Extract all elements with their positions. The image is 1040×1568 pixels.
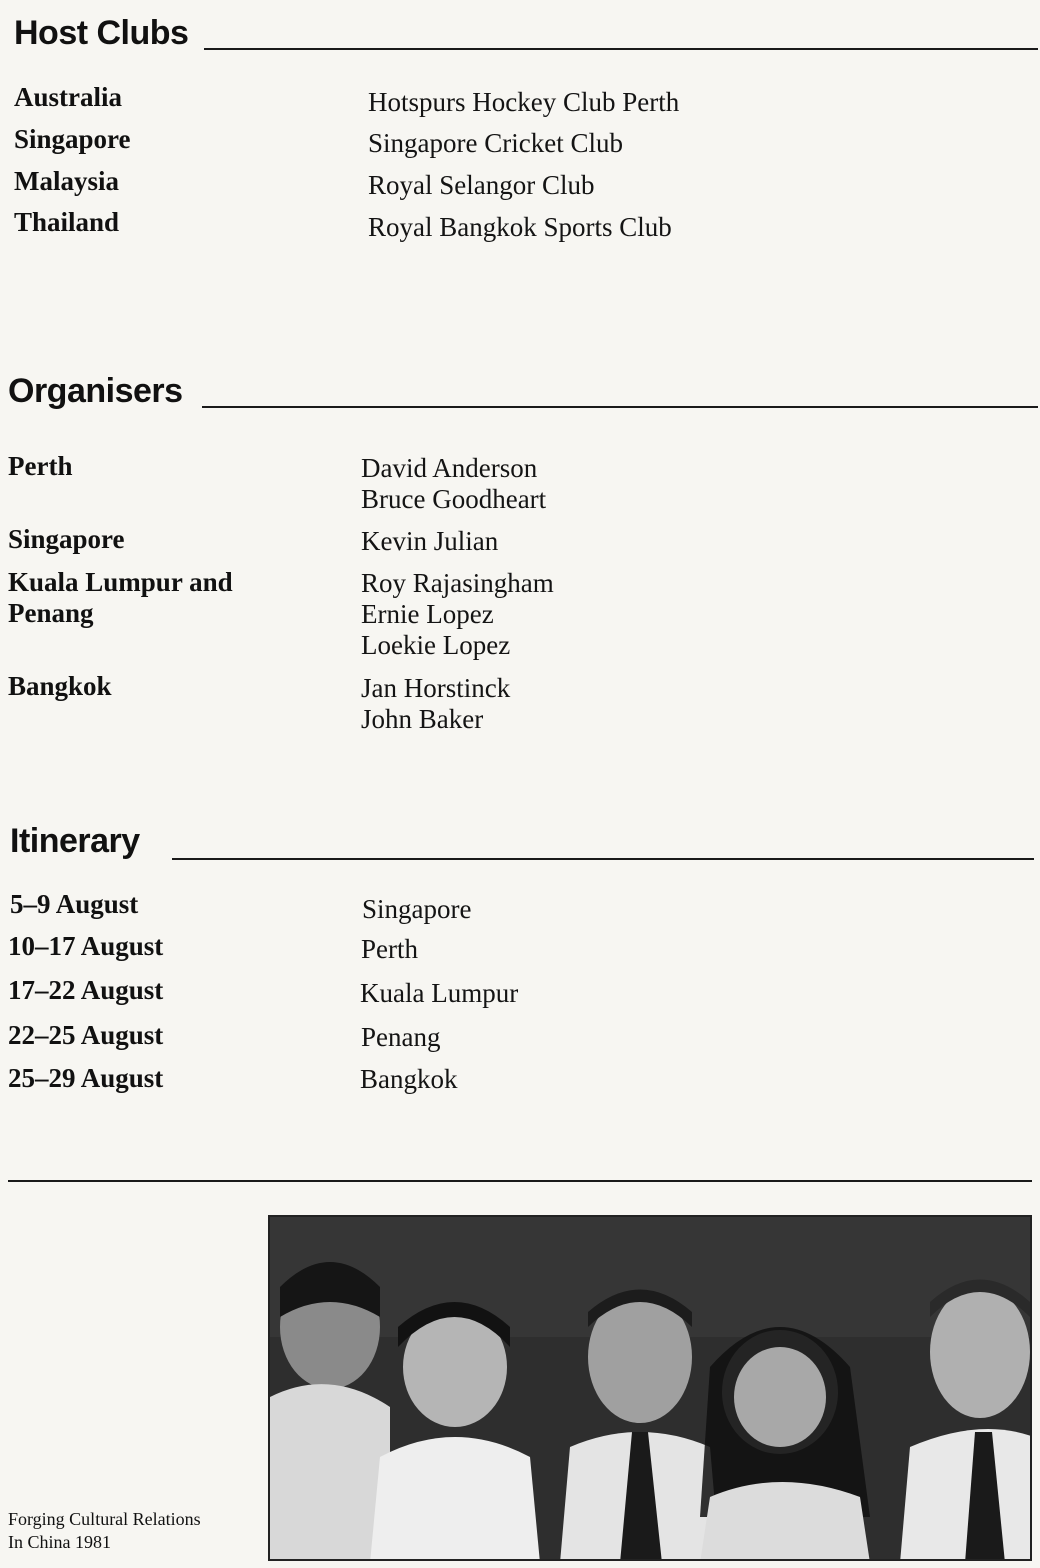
organiser-name: Roy Rajasingham	[361, 568, 554, 598]
host-clubs-heading: Host Clubs	[14, 14, 189, 52]
organisers-heading: Organisers	[8, 372, 183, 410]
organiser-place: Singapore	[8, 524, 125, 554]
itinerary-dates: 5–9 August	[10, 889, 139, 919]
itinerary-place: Penang	[361, 1022, 441, 1052]
organiser-name: David Anderson	[361, 453, 538, 483]
organiser-name: Bruce Goodheart	[361, 484, 547, 514]
organiser-name: Loekie Lopez	[361, 630, 511, 660]
itinerary-dates: 17–22 August	[8, 975, 164, 1005]
itinerary-dates: 10–17 August	[8, 931, 164, 961]
host-country: Australia	[14, 82, 122, 112]
host-club: Royal Selangor Club	[368, 170, 595, 200]
host-club: Hotspurs Hockey Club Perth	[368, 87, 680, 117]
organiser-name: Ernie Lopez	[361, 599, 494, 629]
host-club: Royal Bangkok Sports Club	[368, 212, 672, 242]
caption-line: In China 1981	[8, 1532, 111, 1552]
group-photo	[268, 1215, 1032, 1561]
photo-caption	[8, 1508, 201, 1554]
host-country: Malaysia	[14, 166, 119, 196]
organiser-place: Bangkok	[8, 671, 112, 701]
itinerary-heading: Itinerary	[10, 822, 140, 860]
organiser-name: John Baker	[361, 704, 484, 734]
itinerary-place: Singapore	[362, 894, 472, 924]
organiser-place: Penang	[8, 598, 94, 628]
itinerary-dates: 22–25 August	[8, 1020, 164, 1050]
organisers-rule	[202, 406, 1038, 408]
itinerary-place: Bangkok	[360, 1064, 458, 1094]
organiser-name: Jan Horstinck	[361, 673, 511, 703]
itinerary-place: Kuala Lumpur	[360, 978, 519, 1008]
organiser-place: Kuala Lumpur and	[8, 567, 233, 597]
host-country: Singapore	[14, 124, 131, 154]
photo-section-rule	[8, 1180, 1032, 1182]
organiser-place: Perth	[8, 451, 73, 481]
organiser-name: Kevin Julian	[361, 526, 499, 556]
host-country: Thailand	[14, 207, 120, 237]
host-clubs-rule	[204, 48, 1038, 50]
itinerary-rule	[172, 858, 1034, 860]
itinerary-dates: 25–29 August	[8, 1063, 164, 1093]
host-club: Singapore Cricket Club	[368, 128, 623, 158]
itinerary-place: Perth	[361, 934, 418, 964]
caption-line: Forging Cultural Relations	[8, 1509, 201, 1529]
group-photo-illustration	[270, 1217, 1032, 1561]
